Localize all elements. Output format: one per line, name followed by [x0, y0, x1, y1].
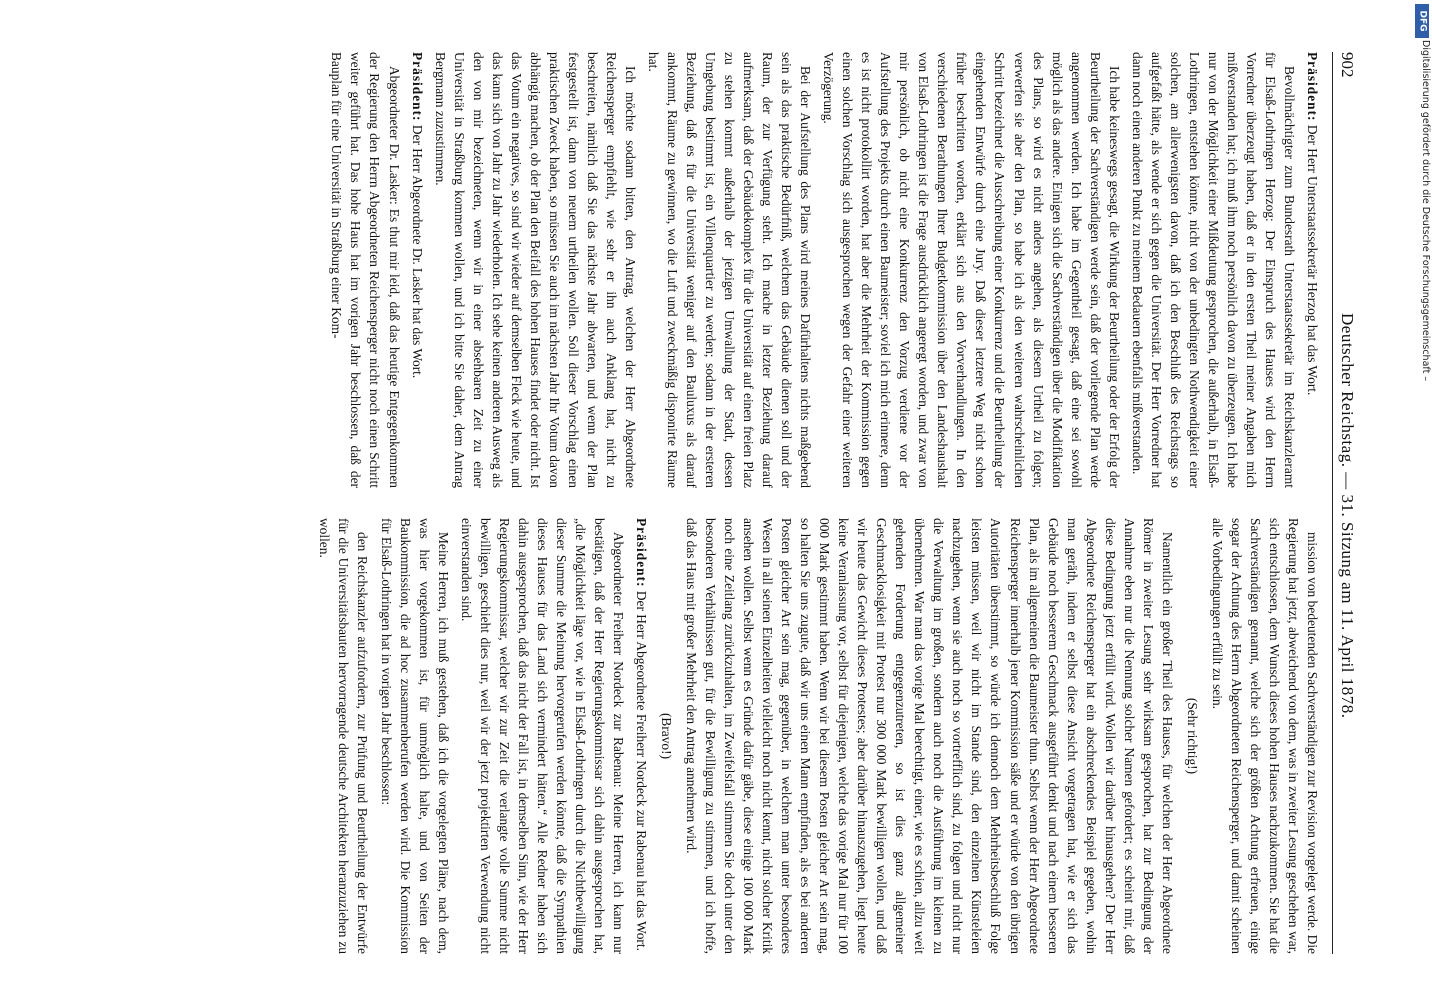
speaker-label: Präsident: [409, 52, 425, 122]
paragraph-text: Abgeordneter Dr. Lasker: Es thut mir leid, daß das heutige Entgegenkommen der Regierung den Herrn Abgeordneten Reichensperger nicht noch einen Schritt weiter geführt hat. Das hohe Haus hat im vorigen Jahr beschlossen, daß der Bauplan für eine Universität in Straßburg einer Kom- [329, 52, 402, 488]
paragraph [315, 518, 372, 954]
paragraph-text: Bei der Aufstellung des Plans wird meines Dafürhaltens nichts maßgebend sein als das praktische Bedürfniß, welchem das Gebäude dienen soll und der Raum, der zur Verfügung steht. Ich mache in letzter Beziehung darauf aufmerksam, daß der Gebäudekomplex für die Universität auf einen freien Platz zu stehen kommt außerhalb der jetzigen Umwallung der Stadt, dessen Umgebung bestimmt ist, ein Villenquartier zu werden; sodann in der ersteren Beziehung, daß es für die Universität weniger auf den Bauluxus als darauf ankommt, Räume zu gewinnen, wo die Luft und zweckmäßig disponirte Räume hat. [645, 52, 814, 488]
paragraph [819, 52, 1124, 488]
page-content [20, 0, 1385, 1000]
paragraph [1208, 518, 1322, 954]
page-header [1332, 52, 1357, 954]
interjection: (Sehr richtig!) [1184, 697, 1200, 775]
paragraph [644, 52, 815, 488]
paragraph [682, 518, 1177, 954]
paragraph [457, 518, 628, 954]
speaker-label: Präsident: [1305, 52, 1320, 122]
paragraph [377, 518, 453, 954]
paragraph [327, 52, 403, 488]
running-title: Deutscher Reichstag. — 31. Sitzung am 11. April 1878. [1338, 313, 1357, 719]
left-column [32, 52, 1322, 488]
page-number: 902 [1338, 52, 1357, 78]
paragraph-text: Namentlich ein großer Theil des Hauses, für welchen der Herr Abgeordnete Römer in zweiter Lesung sehr wirksam gesprochen, hat zur Bedingung der Annahme eben nur die Nennung solcher Namen gefordert; es scheint mir, daß diese Bedingung jetzt erfüllt wird. Wollen wir darüber hinausgehen? Der Herr Abgeordnete Reichensperger hat ein abschreckendes Beispiel gegeben, wohin man geräth, indem er selbst diese Ansicht vorgetragen hat, wie er sich das Gebäude noch besserem Geschmack ausgeführt denkt und nach einem besseren Plan, als im allgemeinen die Baumeister thun. Selbst wenn der Herr Abgeordnete Reichensperger innerhalb jener Kommission säße und er würde von den übrigen Autoritäten überstimmt, so würde ich dennoch dem Mehrheitsbeschluß Folge leisten müssen, weil wir nicht im Stande sind, den einzelnen Künsteleien nachzugehen, wenn sie auch noch so vortrefflich sind, zu folgen und nicht nur die Verwaltung im großen, sondern auch noch die Ausführung im kleinen zu übernehmen. War man das vorige Mal berechtigt, einer, wie es schien, allzu weit gehenden Forderung entgegenzutreten, so ist dies ganz allgemeiner Geschmacklosigkeit mit Protest nur 300 000 Mark bewilligen wollen, und daß wir heute das Gewicht dieses Protestes; aber darüber hinauszugehen, liegt heute keine Veranlassung vor, selbst für diejenigen, welche das vorige Mal nur für 100 000 Mark gestimmt haben. Wenn wir bei diesem Posten gleicher Art sein mag, so halten Sie uns zugute, daß wir uns einen Mann empfinden, als es bei anderen Posten gleicher Art sein mag, gegenüber, in welchem man unter besonderes Wesen in all seinen Einzelheiten vielleicht noch nicht kennt, nicht solcher Kritik ansehen wollen. Selbst wenn es Gründe dafür gäbe, diese einige 100 000 Mark noch eine Zeitlang zurückzuhalten, im Zweifelsfall stimmen Sie doch unter den besonderen Verhältnissen gut, für die Bewilligung zu stimmen, und ich hoffe, daß das Haus mit großer Mehrheit den Antrag annehmen wird. [684, 518, 1175, 954]
paragraph-text: Meine Herren, ich muß gestehen, daß ich die vorgelegten Pläne, nach dem, was hier vorgekommen ist, für unmöglich halte, und von Seiten der Baukommission, die ad hoc zusammenberufen werden wird. Die Kommission für Elsaß-Lothringen hat in vorigen Jahr beschlossen: [378, 518, 451, 954]
paragraph-text: Bevollmächtigter zum Bundesrath Unterstaatssekretär im Reichskanzleramt für Elsaß-Lothringen Herzog: Der Einspruch des Hauses wird den Herrn Vorredner überzeugt haben, daß er in den ersten Theil meiner Angaben mich mißverstanden hat; ich muß ihm noch persönlich davon zu überzeugen. Ich habe nur von der Möglichkeit einer Mißdeutung gesprochen, die außerhalb, in Elsaß-Lothringen, entstehen könnte, nicht von der unbedingten Nothwendigkeit einer solchen, am allerwenigsten davon, daß ich den Beschluß des Reichstags so aufgefaßt hätte, als wende er sich gegen die Universität. Der Herr Vorredner hat dann noch einen anderen Punkt zu meinem Bedauern ebenfalls mißverstanden. [1129, 52, 1297, 488]
dfg-logo [1415, 4, 1429, 38]
paragraph-text: den Reichskanzler aufzufordern, zur Prüfung und Beurtheilung der Entwürfe für die Universitätsbauten hervorragende deutsche Architekten heranzuziehen zu wollen. [317, 518, 371, 954]
paragraph-text: Abgeordneter Freiherr Nordeck zur Rabenau: Meine Herren, ich kann nur bestätigen, daß der Herr Regierungskommissar sich dahin ausgesprochen hat, „die Möglichkeit läge vor, wie in Elsaß-Lothringen durch die Nichtbewilligung dieser Summe die Meinung hervorgerufen werden könnte, daß die Sympathien dieses Hauses für das Land sich vermindert hätten.“ Alle Redner haben sich dahin ausgesprochen, daß das nicht der Fall ist, in demselben Sinn, wie der Herr Regierungskommissar, welcher wir zur Zeit die verlangte volle Summe nicht bewilligen, geschieht dies nur, weil wir der jetzt projektirten Verwendung nicht einverstanden sind. [458, 518, 626, 954]
interjection: (Bravo!) [658, 712, 674, 760]
paragraph-text: mission von bedeutenden Sachverständigen zur Revision vorgelegt werde. Die Regierung hat jetzt, abweichend von dem, was in zweiter Lesung geschehen war, sich entschlossen, dem Wunsch dieses hohen Hauses nachzukommen. Sie hat die Sachverständigen genannt, welche sich der größten Achtung erfreuen, einige sogar der Achtung des Herrn Abgeordneten Reichensperger, und damit scheinen alle Vorbedingungen erfüllt zu sein. [1209, 518, 1320, 954]
digitization-sidebar [1413, 4, 1431, 998]
speaker-paragraph [408, 52, 427, 488]
paragraph-text: Ich habe keineswegs gesagt, die Wirkung der Beurtheilung oder der Erfolg der Beurtheilung der Sachverständigen werde sein, daß der vorliegende Plan werde angenommen werden. Ich habe im Gegentheil gesagt, daß eine sei sowohl möglich als das andere. Einigen sich die Sachverständigen über die Modifikation des Plans, so wird es nicht anders angehen, als diesem Urtheil zu folgen; verwerfen sie aber den Plan, so habe ich als den weiteren wahrscheinlichen Schritt bezeichnet die Ausschreibung einer Konkurrenz und die Beurtheilung der eingehenden Entwürfe durch eine Jury. Daß dieser letztere Weg nicht schon früher beschritten worden, erklärt sich aus den Vorverhandlungen. In den verschiedenen Berathungen Ihrer Budgetkommission über den Landeshaushalt von Elsaß-Lothringen ist die Frage ausdrücklich angeregt worden, und zwar von mir persönlich, ob nicht eine Konkurrenz den Vorzug verdiene vor der Aufstellung des Projekts durch einen Baumeister; soviel ich mich erinnere, denn es ist nicht protokollirt worden, hat aber die Mehrheit der Kommission gegen einen solchen Vorschlag sich ausgesprochen wegen der Gefahr einer weiteren Verzögerung. [821, 52, 1122, 488]
speaker-paragraph [632, 518, 651, 954]
paragraph-text: Ich möchte sodann bitten, den Antrag, welchen der Herr Abgeordnete Reichensperger empfiehlt, wie sehr er ihn auch Anklang hat, nicht zu beschreiten, nämlich daß Sie das nächste Jahr abwarten, und wenn der Plan festgestellt ist, dann von neuem urtheilen wollen. Soll dieser Vorschlag einen praktischen Zweck haben, so müssen Sie auch im nächsten Jahr Ihr Votum davon abhängig machen, ob der Plan den Beifall des hohen Hauses findet oder nicht. Ist das Votum ein negatives, so sind wir wieder auf demselben Fleck wie heute, und das kann sich von Jahr zu Jahr wiederholen. Ich sehe keinen anderen Ausweg als den von mir bezeichneten, wenn wir in einer absehbaren Zeit zu einer Universität in Straßburg kommen wollen, und ich bitte Sie daher, dem Antrag Bergmann zuzustimmen. [432, 52, 638, 488]
speaker-label: Präsident: [633, 518, 649, 588]
speaker-paragraph [1303, 52, 1322, 488]
paragraph [431, 52, 640, 488]
scanned-page [20, 0, 1385, 1000]
paragraph-text: Der Herr Unterstaatssekretär Herzog hat das Wort. [1305, 124, 1320, 396]
paragraph-text: Der Herr Abgeordnete Freiherr Nordeck zur Rabenau hat das Wort. [633, 590, 649, 951]
paragraph [1128, 52, 1299, 488]
right-column [32, 518, 1322, 954]
text-columns [32, 52, 1322, 954]
dfg-logo-text: DFG [1417, 10, 1428, 32]
funding-credit: Digitalisierung gefördert durch die Deutsche Forschungsgemeinschaft – [1420, 40, 1431, 382]
paragraph-text: Der Herr Abgeordnete Dr. Lasker hat das Wort. [409, 124, 425, 379]
